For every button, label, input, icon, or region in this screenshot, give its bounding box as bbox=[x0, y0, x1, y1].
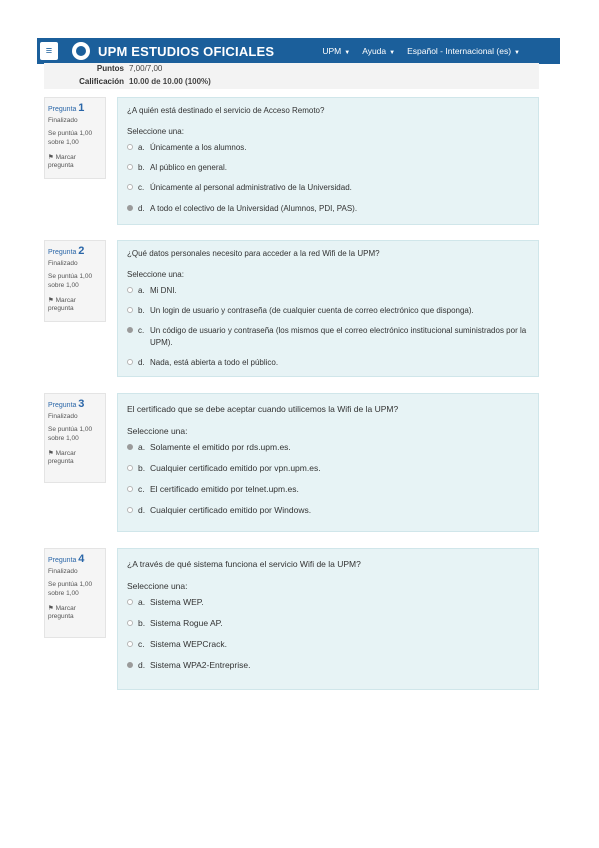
grade-value: 10.00 de 10.00 (100%) bbox=[129, 77, 211, 86]
answer-prompt: Seleccione una: bbox=[127, 127, 184, 136]
radio-button[interactable] bbox=[127, 599, 133, 605]
answer-option[interactable]: d. Nada, está abierta a todo el público. bbox=[127, 357, 529, 368]
question-text: El certificado que se debe aceptar cuando utilicemos la Wifi de la UPM? bbox=[127, 404, 399, 414]
answer-option[interactable]: d. Sistema WPA2-Entreprise. bbox=[127, 660, 529, 672]
answer-option[interactable]: b. Cualquier certificado emitido por vpn.upm.es. bbox=[127, 463, 529, 475]
top-navbar bbox=[37, 38, 560, 64]
answer-prompt: Seleccione una: bbox=[127, 270, 184, 279]
question-state: Finalizado bbox=[48, 260, 78, 267]
question-score: Se puntúa 1,00 sobre 1,00 bbox=[48, 273, 93, 289]
question-state: Finalizado bbox=[48, 568, 78, 575]
answer-option[interactable]: a. Mi DNI. bbox=[127, 285, 529, 296]
answer-option[interactable]: c. Únicamente al personal administrativo de la Universidad. bbox=[127, 182, 529, 193]
question-score: Se puntúa 1,00 sobre 1,00 bbox=[48, 426, 93, 442]
radio-button[interactable] bbox=[127, 287, 133, 293]
nav-item-upm[interactable]: UPM ▼ bbox=[322, 46, 351, 56]
question-label: Pregunta bbox=[48, 106, 77, 113]
question-number: 4 bbox=[78, 553, 85, 565]
flag-question-link[interactable]: ⚑ Marcar pregunta bbox=[48, 449, 76, 466]
grade-label: Calificación bbox=[79, 77, 124, 86]
answer-option[interactable]: a. Únicamente a los alumnos. bbox=[127, 142, 529, 153]
question-number: 3 bbox=[78, 398, 85, 410]
question-info bbox=[44, 393, 106, 483]
answer-option[interactable]: c. Sistema WEPCrack. bbox=[127, 639, 529, 651]
radio-button[interactable] bbox=[127, 144, 133, 150]
points-label: Puntos bbox=[96, 64, 124, 73]
radio-button-selected[interactable] bbox=[127, 205, 133, 211]
question-number: 1 bbox=[78, 102, 85, 114]
answer-option[interactable]: a. Solamente el emitido por rds.upm.es. bbox=[127, 442, 529, 454]
radio-button[interactable] bbox=[127, 164, 133, 170]
menu-icon[interactable]: ≡ bbox=[40, 42, 58, 60]
chevron-down-icon: ▼ bbox=[514, 50, 520, 56]
question-text: ¿A quién está destinado el servicio de Acceso Remoto? bbox=[127, 106, 325, 115]
answer-option[interactable]: c. El certificado emitido por telnet.upm.es. bbox=[127, 484, 529, 496]
grade-row bbox=[44, 77, 211, 86]
question-content bbox=[117, 97, 539, 225]
radio-button-selected[interactable] bbox=[127, 444, 133, 450]
points-row bbox=[44, 64, 162, 73]
radio-button-selected[interactable] bbox=[127, 662, 133, 668]
question-info bbox=[44, 240, 106, 322]
question-score: Se puntúa 1,00 sobre 1,00 bbox=[48, 581, 93, 597]
flag-icon: ⚑ bbox=[48, 153, 56, 161]
answer-option[interactable]: b. Al público en general. bbox=[127, 162, 529, 173]
question-state: Finalizado bbox=[48, 117, 78, 124]
question-content bbox=[117, 548, 539, 690]
question-text: ¿Qué datos personales necesito para acceder a la red Wifi de la UPM? bbox=[127, 249, 380, 258]
question-number: 2 bbox=[78, 245, 85, 257]
answer-prompt: Seleccione una: bbox=[127, 426, 188, 436]
answer-option[interactable]: d. A todo el colectivo de la Universidad (Alumnos, PDI, PAS). bbox=[127, 203, 529, 214]
flag-icon: ⚑ bbox=[48, 604, 56, 612]
chevron-down-icon: ▼ bbox=[344, 50, 351, 56]
radio-button[interactable] bbox=[127, 307, 133, 313]
points-value: 7,00/7,00 bbox=[129, 64, 163, 73]
flag-icon: ⚑ bbox=[48, 296, 56, 304]
answer-option[interactable]: c. Un código de usuario y contraseña (los mismos que el correo electrónico institucional suministrados por la UPM). bbox=[127, 325, 529, 347]
answer-option[interactable]: b. Sistema Rogue AP. bbox=[127, 618, 529, 630]
radio-button[interactable] bbox=[127, 486, 133, 492]
flag-question-link[interactable]: ⚑ Marcar pregunta bbox=[48, 153, 76, 170]
radio-button[interactable] bbox=[127, 184, 133, 190]
answer-option[interactable]: b. Un login de usuario y contraseña (de cualquier cuenta de correo electrónico que disponga). bbox=[127, 305, 529, 316]
nav-menu bbox=[322, 46, 520, 56]
question-content bbox=[117, 393, 539, 532]
radio-button[interactable] bbox=[127, 620, 133, 626]
question-info bbox=[44, 97, 106, 179]
radio-button-selected[interactable] bbox=[127, 327, 133, 333]
answer-option[interactable]: a. Sistema WEP. bbox=[127, 597, 529, 609]
radio-button[interactable] bbox=[127, 359, 133, 365]
question-label: Pregunta bbox=[48, 557, 77, 564]
university-logo[interactable] bbox=[72, 42, 90, 60]
flag-question-link[interactable]: ⚑ Marcar pregunta bbox=[48, 296, 76, 313]
site-title[interactable]: UPM ESTUDIOS OFICIALES bbox=[98, 43, 275, 59]
question-info bbox=[44, 548, 106, 638]
question-text: ¿A través de qué sistema funciona el servicio Wifi de la UPM? bbox=[127, 559, 361, 569]
nav-item-ayuda[interactable]: Ayuda ▼ bbox=[362, 46, 396, 56]
question-state: Finalizado bbox=[48, 413, 78, 420]
question-score: Se puntúa 1,00 sobre 1,00 bbox=[48, 130, 93, 146]
question-label: Pregunta bbox=[48, 402, 77, 409]
radio-button[interactable] bbox=[127, 641, 133, 647]
answer-prompt: Seleccione una: bbox=[127, 581, 188, 591]
flag-question-link[interactable]: ⚑ Marcar pregunta bbox=[48, 604, 76, 621]
flag-icon: ⚑ bbox=[48, 449, 56, 457]
question-content bbox=[117, 240, 539, 377]
radio-button[interactable] bbox=[127, 507, 133, 513]
nav-item-language[interactable]: Español - Internacional (es) ▼ bbox=[407, 46, 520, 56]
chevron-down-icon: ▼ bbox=[389, 50, 396, 56]
attempt-summary bbox=[44, 63, 539, 89]
question-label: Pregunta bbox=[48, 249, 77, 256]
radio-button[interactable] bbox=[127, 465, 133, 471]
answer-option[interactable]: d. Cualquier certificado emitido por Windows. bbox=[127, 505, 529, 517]
